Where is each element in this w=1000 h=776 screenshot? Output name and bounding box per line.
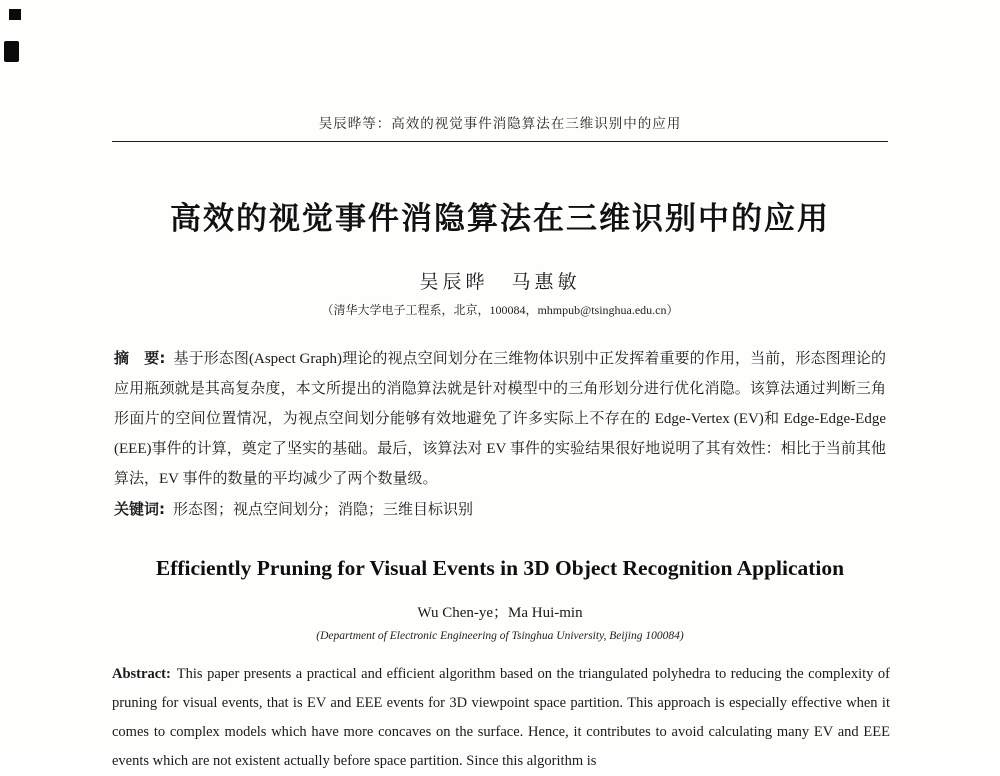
abstract-label-chinese: 摘 要: [114, 349, 165, 367]
scan-artifact-left-edge [4, 41, 19, 62]
running-header: 吴辰晔等：高效的视觉事件消隐算法在三维识别中的应用 [112, 112, 888, 142]
abstract-chinese-paragraph [114, 343, 886, 494]
paper-title-english: Efficiently Pruning for Visual Events in 3D Object Recognition Application [60, 556, 940, 581]
keywords-label: 关键词: [114, 500, 165, 518]
abstract-chinese-block [114, 343, 886, 525]
abstract-english-paragraph [112, 660, 890, 776]
authors-chinese: 吴辰晔 马惠敏 [200, 267, 800, 294]
keywords-line [114, 494, 886, 525]
abstract-english-block [112, 660, 890, 776]
abstract-text-chinese: 基于形态图(Aspect Graph)理论的视点空间划分在三维物体识别中正发挥着重要的作用，当前，形态图理论的应用瓶颈就是其高复杂度，本文所提出的消隐算法就是针对模型中的三角形划分进行优化消隐。该算法通过判断三角形面片的空间位置情况，为视点空间划分能够有效地避免了许多实际上不存在的 Edge-Vertex (EV)和 Edge-Edge-Edge (EEE)事件的计算，奠定了坚实的基础。最后，该算法对 EV 事件的实验结果很好地说明了其有效性：相比于当前其他算法，EV 事件的数量的平均减少了两个数量级。 [114, 351, 886, 487]
abstract-label-english: Abstract: [112, 666, 171, 682]
affiliation-english: (Department of Electronic Engineering of Tsinghua University, Beijing 100084) [150, 630, 850, 642]
keywords-text: 形态图；视点空间划分；消隐；三维目标识别 [173, 502, 473, 518]
abstract-text-english: This paper presents a practical and efficient algorithm based on the triangulated polyhedra to reducing the complexity of pruning for visual events, that is EV and EEE events for 3D viewpoint space partition. This approach is especially effective when it comes to complex models which have more concaves on the surface. Hence, it contributes to avoid calculating many EV and EEE events which are not existent actually before space partition. Since this algorithm is [112, 666, 890, 769]
authors-english: Wu Chen-ye；Ma Hui-min [200, 601, 800, 622]
scan-artifact-top-left [9, 9, 21, 20]
paper-title-chinese: 高效的视觉事件消隐算法在三维识别中的应用 [60, 193, 940, 238]
affiliation-chinese: （清华大学电子工程系，北京，100084，mhmpub@tsinghua.edu.cn） [150, 301, 850, 318]
